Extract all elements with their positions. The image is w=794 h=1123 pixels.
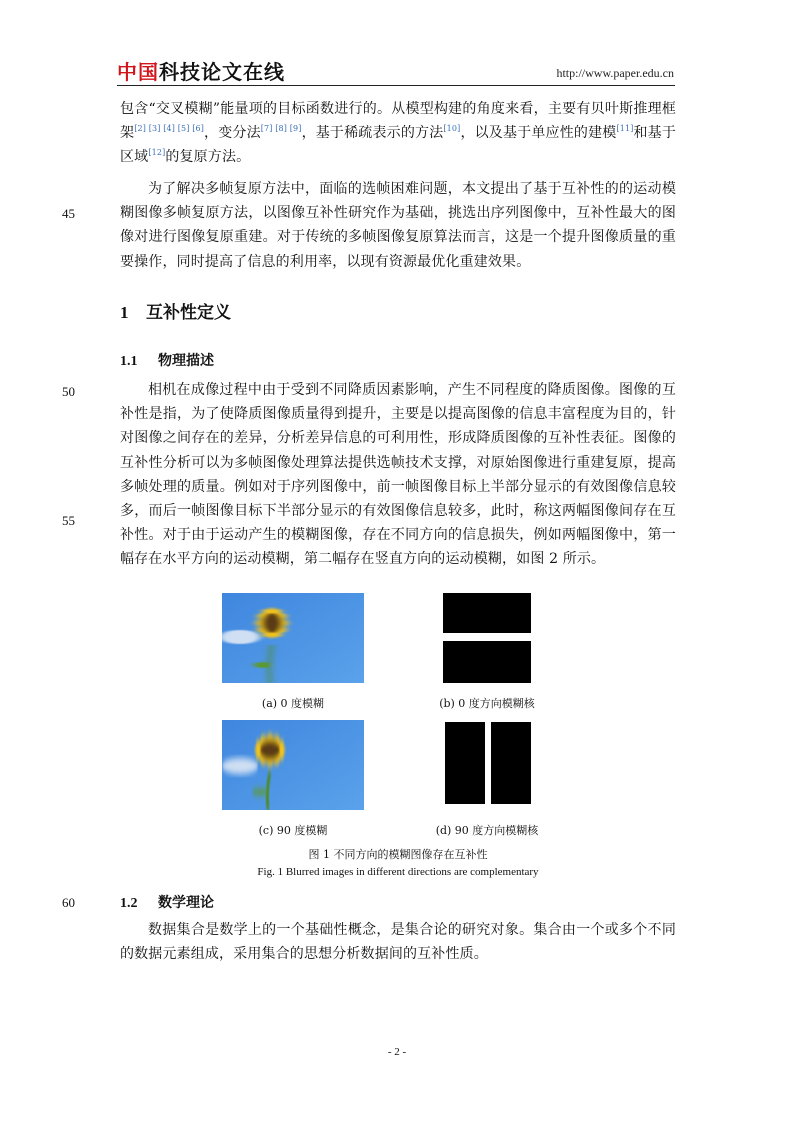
sunflower-image-0deg <box>222 593 364 683</box>
reference-link[interactable]: [2] [3] [4] [5] [6] <box>134 124 204 134</box>
text-segment: 的复原方法。 <box>165 149 251 166</box>
paragraph-math-theory: 数据集合是数学上的一个基础性概念，是集合论的研究对象。集合由一个或多个不同的数据元素组成，采用集合的思想分析数据间的互补性质。 <box>120 922 676 963</box>
subfigure-caption-d: (d) 90 度方向模糊核 <box>435 824 539 837</box>
paragraph-physical-description: 相机在成像过程中由于受到不同降质因素影响，产生不同程度的降质图像。图像的互补性是指，为了使降质图像质量得到提升，主要是以提高图像的信息丰富程度为目的，针对图像之间存在的差异，分析差异信息的可利用性，形成降质图像的互补性表征。图像的互补性分析可以为多帧图像处理算法提供选帧技术支撑，对原始图像进行重建复原，提高多帧处理的质量。例如对于序列图像中，前一帧图像目标上半部分显示的有效图像信息较多，而后一帧图像目标下半部分显示的有效图像信息较多，此时，称这两幅图像间存在互补性。对于由于运动产生的模糊图像，存在不同方向的信息损失，例如两幅图像中，第一幅存在水平方向的运动模糊，第二幅存在竖直方向的运动模糊，如图 2 所示。 <box>120 382 676 568</box>
subsection-title: 数学理论 <box>158 895 214 911</box>
reference-link[interactable]: [11] <box>616 124 634 134</box>
logo-black-part: 科技论文在线 <box>159 60 285 84</box>
blur-kernel-0deg <box>443 593 531 683</box>
line-number: 60 <box>62 895 75 910</box>
text-segment: 和基于区域 <box>120 125 677 166</box>
kernel-block <box>445 722 485 804</box>
reference-link[interactable]: [10] <box>443 124 461 134</box>
text-segment: ，基于稀疏表示的方法 <box>301 125 444 142</box>
subsection-number: 1.1 <box>120 354 138 369</box>
sunflower-vertical-blur-graphic <box>222 720 364 810</box>
subsection-title: 物理描述 <box>158 353 214 369</box>
text-segment: ，变分法 <box>204 125 261 142</box>
header-rule <box>117 85 675 86</box>
line-number: 50 <box>62 384 75 399</box>
subfigure-caption-b: (b) 0 度方向模糊核 <box>439 697 535 710</box>
blur-kernel-90deg <box>445 722 531 804</box>
kernel-block <box>443 641 531 683</box>
subfigure-caption-a: (a) 0 度模糊 <box>261 697 325 710</box>
text-segment: ，以及基于单应性的建模 <box>460 125 617 142</box>
subsection-heading <box>120 350 214 370</box>
header-url[interactable]: http://www.paper.edu.cn <box>556 66 674 80</box>
section-heading <box>120 298 231 323</box>
reference-link[interactable]: [7] [8] [9] <box>260 124 302 134</box>
sunflower-horizontal-blur-graphic <box>222 593 364 683</box>
section-number: 1 <box>120 303 129 322</box>
figure-caption-chinese: 图 1 不同方向的模糊图像存在互补性 <box>308 848 488 861</box>
page-number: - 2 - <box>387 1046 407 1058</box>
paragraph-intro-methods <box>120 97 676 170</box>
site-logo <box>117 60 285 84</box>
text-segment: 包含“交叉模糊”能量项的目标函数进行的。从模型构建的角度来看，主要有贝叶斯推理框架 <box>120 101 676 142</box>
subfigure-caption-c: (c) 90 度模糊 <box>258 824 328 837</box>
line-number: 55 <box>62 513 75 528</box>
reference-link[interactable]: [12] <box>148 148 166 158</box>
figure-caption-english: Fig. 1 Blurred images in different directions are complementary <box>257 866 539 878</box>
kernel-block <box>443 593 531 633</box>
sunflower-image-90deg <box>222 720 364 810</box>
section-title: 互补性定义 <box>146 303 231 323</box>
subsection-number: 1.2 <box>120 896 138 911</box>
subsection-heading <box>120 892 214 912</box>
line-number: 45 <box>62 206 75 221</box>
paragraph-proposal: 为了解决多帧复原方法中，面临的选帧困难问题，本文提出了基于互补性的的运动模糊图像多帧复原方法，以图像互补性研究作为基础，挑选出序列图像中，互补性最大的图像对进行图像复原重建。对于传统的多帧图像复原算法而言，这是一个提升图像质量的重要操作，同时提高了信息的利用率，以现有资源最优化重建效果。 <box>120 181 676 270</box>
logo-red-part: 中国 <box>117 60 159 84</box>
kernel-block <box>491 722 531 804</box>
